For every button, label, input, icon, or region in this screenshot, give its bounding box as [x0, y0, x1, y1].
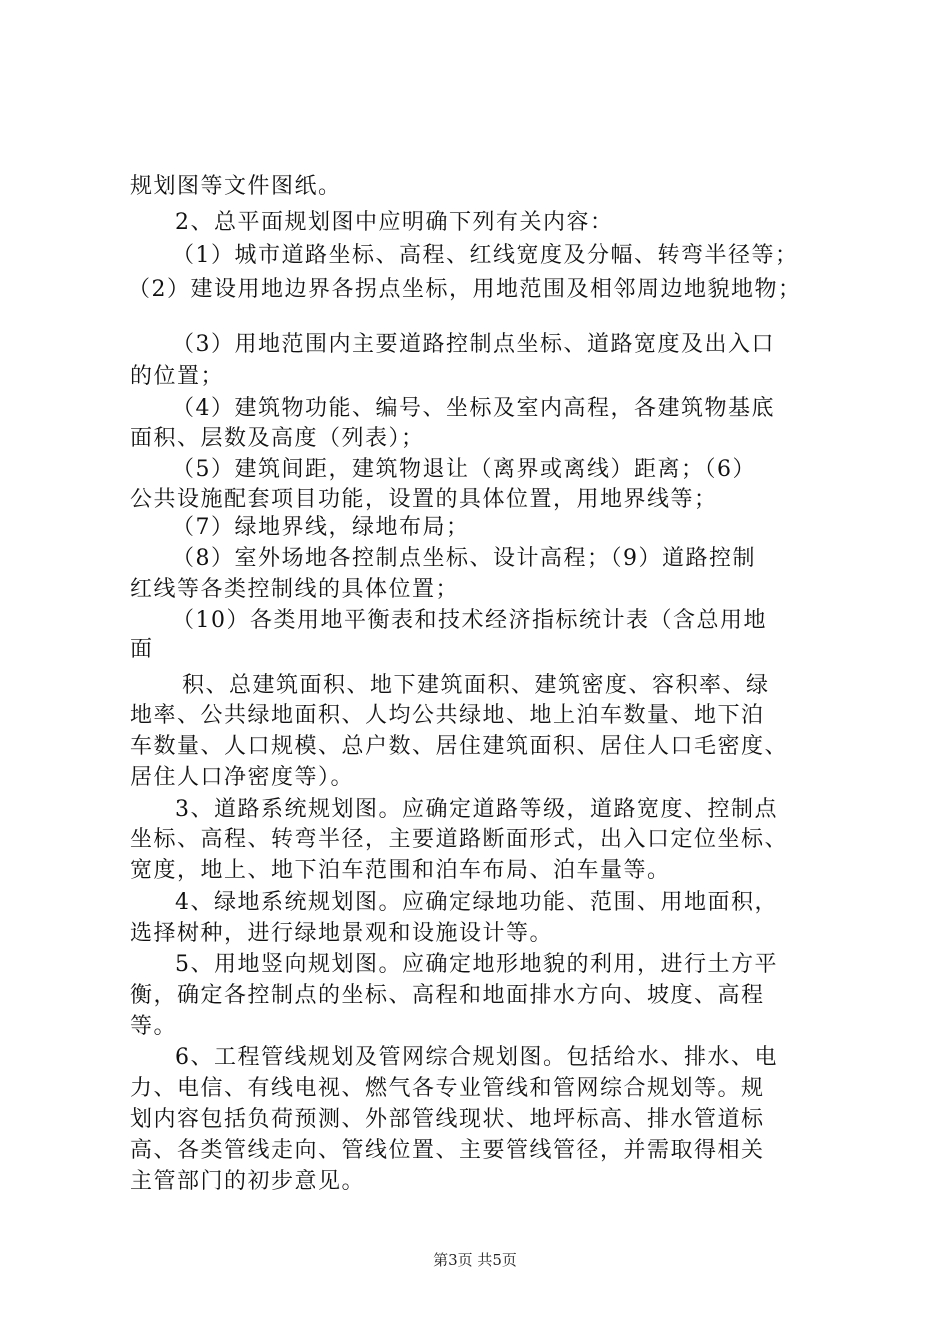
text-line: 居住人口净密度等）。: [130, 765, 355, 790]
text-line: （5）建筑间距，建筑物退让（离界或离线）距离；（6）: [172, 457, 756, 482]
text-line: 主管部门的初步意见。: [130, 1169, 366, 1194]
text-line: 力、电信、有线电视、燃气各专业管线和管网综合规划等。规: [130, 1076, 765, 1101]
text-line: （10）各类用地平衡表和技术经济指标统计表（含总用地: [172, 608, 767, 633]
text-line: 公共设施配套项目功能，设置的具体位置，用地界线等；: [130, 487, 718, 512]
text-line: 6、工程管线规划及管网综合规划图。包括给水、排水、电: [175, 1045, 778, 1070]
text-line: 的位置；: [130, 364, 225, 389]
text-line: 地率、公共绿地面积、人均公共绿地、地上泊车数量、地下泊: [130, 703, 765, 728]
text-line: 积、总建筑面积、地下建筑面积、建筑密度、容积率、绿: [182, 673, 770, 698]
text-line: 选择树种，进行绿地景观和设施设计等。: [130, 921, 554, 946]
text-line: 车数量、人口规模、总户数、居住建筑面积、居住人口毛密度、: [130, 734, 789, 759]
text-line: （8）室外场地各控制点坐标、设计高程；（9）道路控制: [172, 546, 756, 571]
text-line: 3、道路系统规划图。应确定道路等级，道路宽度、控制点: [175, 797, 778, 822]
text-line: 衡，确定各控制点的坐标、高程和地面排水方向、坡度、高程: [130, 983, 765, 1008]
text-line: 2、总平面规划图中应明确下列有关内容：: [175, 210, 614, 235]
text-line: （7）绿地界线，绿地布局；: [172, 515, 470, 540]
text-line: （1）城市道路坐标、高程、红线宽度及分幅、转弯半径等；: [172, 243, 799, 268]
text-line: （3）用地范围内主要道路控制点坐标、道路宽度及出入口: [172, 332, 775, 357]
text-line: 宽度，地上、地下泊车范围和泊车布局、泊车量等。: [130, 858, 671, 883]
text-line: 4、绿地系统规划图。应确定绿地功能、范围、用地面积，: [175, 890, 778, 915]
text-line: 面积、层数及高度（列表）；: [130, 426, 425, 451]
text-line: 等。: [130, 1014, 178, 1039]
page-footer: 第3页 共5页: [433, 1251, 517, 1269]
text-line: 规划图等文件图纸。: [130, 174, 342, 199]
text-line: 划内容包括负荷预测、外部管线现状、地坪标高、排水管道标: [130, 1107, 765, 1132]
text-line: （4）建筑物功能、编号、坐标及室内高程，各建筑物基底: [172, 396, 775, 421]
text-line: 坐标、高程、转弯半径，主要道路断面形式，出入口定位坐标、: [130, 827, 789, 852]
text-line: 高、各类管线走向、管线位置、主要管线管径，并需取得相关: [130, 1138, 765, 1163]
text-line: 面: [130, 637, 154, 662]
text-line: 红线等各类控制线的具体位置；: [130, 577, 460, 602]
text-line: （2）建设用地边界各拐点坐标，用地范围及相邻周边地貌地物；: [128, 277, 802, 302]
text-line: 5、用地竖向规划图。应确定地形地貌的利用，进行土方平: [175, 952, 778, 977]
